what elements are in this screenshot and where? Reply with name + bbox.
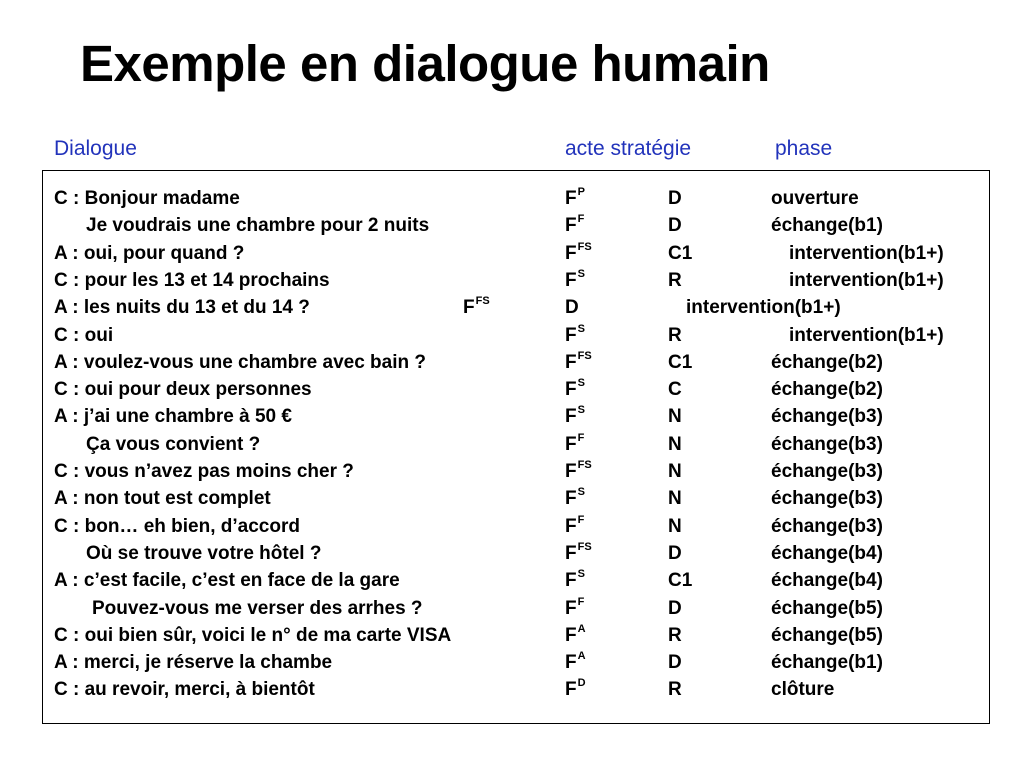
acte-superscript: S — [577, 568, 585, 581]
phase-cell: échange(b3) — [771, 433, 883, 455]
acte-cell — [565, 677, 586, 701]
acte-superscript: F — [577, 513, 585, 526]
acte-cell — [565, 513, 585, 537]
phase-cell: échange(b1) — [771, 652, 883, 674]
table-row — [0, 650, 1024, 680]
dialogue-cell: Ça vous convient ? — [86, 433, 261, 455]
table-row — [0, 322, 1024, 353]
strategie-cell: C1 — [668, 242, 693, 264]
table-row — [0, 431, 1024, 462]
acte-base: F — [565, 406, 577, 428]
dialogue-cell: A : les nuits du 13 et du 14 ? — [54, 297, 310, 319]
strategie-cell: R — [668, 679, 682, 701]
phase-cell: échange(b3) — [771, 515, 883, 537]
phase-cell: intervention(b1+) — [789, 242, 944, 264]
table-row — [0, 459, 1024, 489]
acte-superscript: S — [577, 404, 585, 417]
dialogue-cell: A : oui, pour quand ? — [54, 242, 245, 264]
dialogue-cell: C : bon… eh bien, d’accord — [54, 515, 300, 537]
dialogue-cell: A : c’est facile, c’est en face de la gare — [54, 570, 400, 592]
strategie-cell: C1 — [668, 351, 693, 373]
table-row — [0, 540, 1024, 571]
table-row — [0, 186, 1024, 216]
dialogue-cell: C : Bonjour madame — [54, 188, 240, 209]
acte-superscript: F — [577, 431, 585, 444]
acte-cell — [565, 267, 585, 291]
dialogue-cell: C : oui bien sûr, voici le n° de ma carte VISA — [54, 624, 452, 646]
acte-base: F — [565, 679, 577, 701]
phase-cell: échange(b2) — [771, 351, 883, 373]
acte-cell — [565, 240, 592, 264]
acte-superscript: FS — [577, 349, 592, 362]
strategie-cell: N — [668, 433, 682, 455]
acte-base: F — [565, 269, 577, 291]
acte-base: F — [565, 379, 577, 401]
phase-cell: échange(b5) — [771, 624, 883, 646]
acte-superscript: FS — [577, 459, 592, 471]
acte-superscript: F — [577, 213, 585, 226]
phase-cell: échange(b3) — [771, 461, 883, 482]
dialogue-cell: C : pour les 13 et 14 prochains — [54, 269, 330, 291]
acte-superscript: A — [577, 622, 586, 635]
acte-superscript: F — [577, 595, 585, 608]
table-row — [0, 404, 1024, 434]
strategie-cell: R — [668, 624, 682, 646]
acte-base: F — [565, 597, 577, 619]
acte-base: F — [565, 433, 577, 455]
strategie-cell: N — [668, 488, 682, 510]
acte-base: F — [463, 297, 475, 319]
acte-cell — [565, 568, 585, 592]
header-phase: phase — [775, 137, 833, 160]
acte-base: F — [565, 624, 577, 646]
dialogue-cell: C : au revoir, merci, à bientôt — [54, 679, 315, 701]
acte-superscript: FS — [577, 240, 592, 253]
acte-superscript: FS — [475, 295, 490, 308]
acte-cell — [565, 595, 585, 619]
dialogue-cell: Pouvez-vous me verser des arrhes ? — [92, 597, 423, 619]
phase-cell: échange(b4) — [771, 542, 883, 564]
dialogue-cell: Je voudrais une chambre pour 2 nuits — [86, 215, 430, 237]
strategie-cell: D — [668, 652, 682, 674]
acte-base: F — [565, 515, 577, 537]
strategie-cell: D — [668, 542, 682, 564]
phase-cell: intervention(b1+) — [789, 269, 944, 291]
strategie-cell: D — [668, 597, 682, 619]
acte-base: F — [565, 461, 577, 482]
table-row — [0, 267, 1024, 298]
page-title: Exemple en dialogue humain — [80, 35, 770, 92]
table-row — [0, 568, 1024, 598]
strategie-cell: D — [565, 297, 579, 319]
dialogue-cell: A : voulez-vous une chambre avec bain ? — [54, 351, 427, 373]
acte-superscript: S — [577, 486, 585, 499]
dialogue-cell: A : j’ai une chambre à 50 € — [54, 406, 292, 428]
table-row — [0, 213, 1024, 243]
phase-cell: intervention(b1+) — [789, 324, 944, 346]
strategie-cell: N — [668, 515, 682, 537]
strategie-cell: D — [668, 215, 682, 237]
strategie-cell: R — [668, 324, 682, 346]
header-dialogue: Dialogue — [54, 137, 137, 160]
table-row — [0, 513, 1024, 544]
phase-cell: échange(b2) — [771, 379, 883, 401]
strategie-cell: N — [668, 461, 682, 482]
acte-superscript: S — [577, 322, 585, 335]
acte-cell — [565, 213, 585, 237]
acte-cell — [565, 322, 585, 346]
acte-cell — [565, 459, 592, 482]
dialogue-cell: C : vous n’avez pas moins cher ? — [54, 461, 354, 482]
phase-cell: échange(b4) — [771, 570, 883, 592]
acte-cell — [565, 622, 586, 646]
table-row — [0, 622, 1024, 653]
phase-cell: échange(b3) — [771, 406, 883, 428]
acte-base: F — [565, 324, 577, 346]
acte-cell — [565, 650, 586, 674]
acte-cell — [565, 186, 585, 209]
dialogue-cell: Où se trouve votre hôtel ? — [86, 542, 322, 564]
dialogue-cell: A : non tout est complet — [54, 488, 271, 510]
phase-cell: clôture — [771, 679, 835, 701]
acte-cell — [463, 295, 490, 319]
acte-cell — [565, 404, 585, 428]
table-row — [0, 349, 1024, 380]
dialogue-cell: C : oui — [54, 324, 114, 346]
acte-base: F — [565, 652, 577, 674]
acte-superscript: P — [577, 186, 585, 198]
acte-base: F — [565, 542, 577, 564]
acte-cell — [565, 486, 585, 510]
acte-superscript: A — [577, 650, 586, 663]
acte-superscript: D — [577, 677, 586, 690]
dialogue-cell: C : oui pour deux personnes — [54, 379, 312, 401]
acte-superscript: S — [577, 377, 585, 390]
acte-cell — [565, 540, 592, 564]
phase-cell: échange(b3) — [771, 488, 883, 510]
acte-base: F — [565, 351, 577, 373]
table-row — [0, 486, 1024, 516]
phase-cell: ouverture — [771, 188, 859, 209]
strategie-cell: D — [668, 188, 682, 209]
strategie-cell: N — [668, 406, 682, 428]
strategie-cell: C1 — [668, 570, 693, 592]
table-row — [0, 240, 1024, 271]
strategie-cell: C — [668, 379, 682, 401]
table-row — [0, 295, 1024, 325]
phase-cell: intervention(b1+) — [686, 297, 841, 319]
acte-base: F — [565, 570, 577, 592]
acte-superscript: S — [577, 267, 585, 280]
acte-cell — [565, 349, 592, 373]
acte-base: F — [565, 242, 577, 264]
acte-base: F — [565, 488, 577, 510]
strategie-cell: R — [668, 269, 682, 291]
phase-cell: échange(b5) — [771, 597, 883, 619]
phase-cell: échange(b1) — [771, 215, 883, 237]
table-row — [0, 377, 1024, 407]
acte-base: F — [565, 215, 577, 237]
table-row — [0, 595, 1024, 626]
acte-cell — [565, 377, 585, 401]
acte-cell — [565, 431, 585, 455]
dialogue-cell: A : merci, je réserve la chambe — [54, 652, 333, 674]
header-acte-strategie: acte stratégie — [565, 137, 692, 160]
acte-superscript: FS — [577, 540, 592, 553]
acte-base: F — [565, 188, 577, 209]
table-row — [0, 677, 1024, 707]
